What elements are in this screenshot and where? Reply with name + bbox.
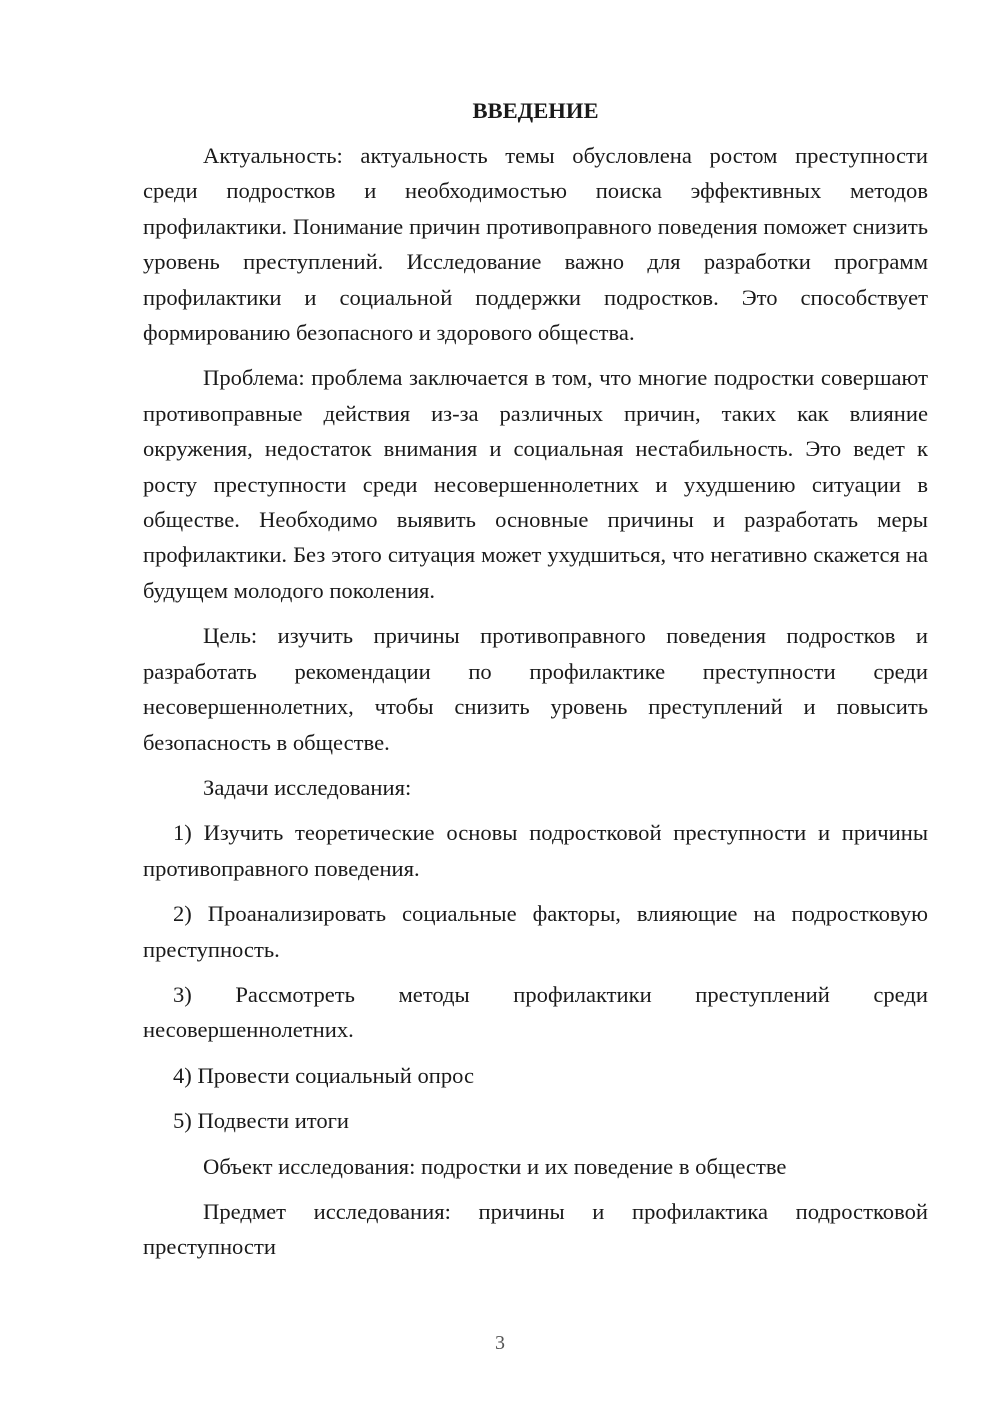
section-title: ВВЕДЕНИЕ xyxy=(472,98,599,123)
task-item-1: 1) Изучить теоретические основы подростковой преступности и причины противоправного поведения. xyxy=(143,820,928,881)
tasks-heading: Задачи исследования: xyxy=(203,774,412,800)
page-body xyxy=(143,96,928,1275)
paragraph-problem: Проблема: проблема заключается в том, что многие подростки совершают противоправные действия из-за различных причин, таких как влияние окружения, недостаток внимания и социальная нестабильность. Это ведет к росту преступности среди несовершеннолетних и ухудшению ситуации в обществе. Необходимо выявить основные причины и разработать меры профилактики. Без этого ситуация может ухудшиться, что негативно скажется на будущем молодого поколения. xyxy=(143,365,928,603)
research-object: Объект исследования: подростки и их поведение в обществе xyxy=(203,1153,787,1179)
paragraph-goal: Цель: изучить причины противоправного поведения подростков и разработать рекомендации по профилактике преступности среди несовершеннолетних, чтобы снизить уровень преступлений и повысить безопасность в обществе. xyxy=(143,623,928,755)
page-number: 3 xyxy=(495,1332,505,1354)
task-item-5: 5) Подвести итоги xyxy=(173,1108,350,1134)
research-subject: Предмет исследования: причины и профилактика подростковой преступности xyxy=(143,1198,928,1260)
task-item-4: 4) Провести социальный опрос xyxy=(173,1062,475,1088)
task-item-3: 3) Рассмотреть методы профилактики преступлений среди несовершеннолетних. xyxy=(143,981,928,1043)
task-item-2: 2) Проанализировать социальные факторы, влияющие на подростковую преступность. xyxy=(143,901,928,962)
paragraph-relevance: Актуальность: актуальность темы обусловлена ростом преступности среди подростков и необходимостью поиска эффективных методов профилактики. Понимание причин противоправного поведения поможет снизить уровень преступлений. Исследование важно для разработки программ профилактики и социальной поддержки подростков. Это способствует формированию безопасного и здорового общества. xyxy=(143,143,928,346)
